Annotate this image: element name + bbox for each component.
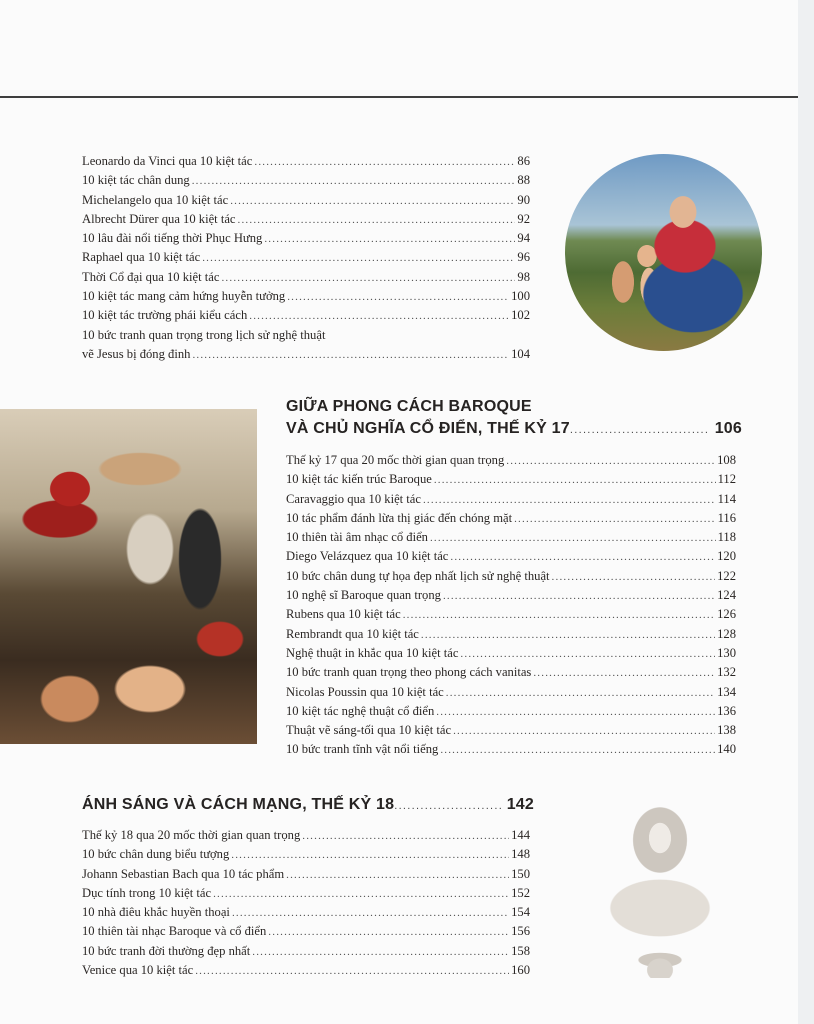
heading-page: 142 xyxy=(506,796,534,813)
toc-entry[interactable]: Dục tính trong 10 kiệt tác ..... 152 xyxy=(82,884,530,903)
section-heading-18th-century[interactable] xyxy=(82,794,534,816)
toc-entry[interactable]: 10 bức tranh tĩnh vật nổi tiếng ..... 140 xyxy=(286,740,736,759)
toc-entry[interactable]: Rembrandt qua 10 kiệt tác ..... 128 xyxy=(286,625,736,644)
toc-entry[interactable]: Rubens qua 10 kiệt tác ..... 126 xyxy=(286,605,736,624)
toc-entry[interactable]: Albrecht Dürer qua 10 kiệt tác ..... 92 xyxy=(82,210,530,229)
toc-entry[interactable]: Nicolas Poussin qua 10 kiệt tác ..... 134 xyxy=(286,683,736,702)
toc-entry[interactable]: 10 bức tranh đời thường đẹp nhất ..... 158 xyxy=(82,942,530,961)
toc-entry-line1[interactable]: 10 bức tranh quan trọng trong lịch sử nghệ thuật xyxy=(82,327,326,342)
baroque-painting-icon xyxy=(0,409,257,744)
toc-entry[interactable]: Caravaggio qua 10 kiệt tác ..... 114 xyxy=(286,490,736,509)
toc-list-renaissance xyxy=(82,152,530,364)
heading-title: ÁNH SÁNG VÀ CÁCH MẠNG, THẾ KỶ 18 xyxy=(82,796,395,813)
toc-entry[interactable]: Leonardo da Vinci qua 10 kiệt tác ..... 86 xyxy=(82,152,530,171)
toc-entry[interactable]: 10 kiệt tác nghệ thuật cổ điển ..... 136 xyxy=(286,702,736,721)
toc-entry[interactable]: 10 kiệt tác kiến trúc Baroque ..... 112 xyxy=(286,470,736,489)
toc-entry[interactable]: Johann Sebastian Bach qua 10 tác phẩm ..... 150 xyxy=(82,865,530,884)
heading-line1: GIỮA PHONG CÁCH BAROQUE xyxy=(286,398,532,415)
toc-entry[interactable]: 10 bức chân dung biểu tượng ..... 148 xyxy=(82,845,530,864)
page-edge xyxy=(798,0,814,1024)
toc-entry[interactable]: 10 kiệt tác trường phái kiểu cách ..... 102 xyxy=(82,306,530,325)
toc-entry[interactable]: 10 thiên tài nhạc Baroque và cổ điển ..... 156 xyxy=(82,922,530,941)
toc-entry[interactable]: 10 tác phẩm đánh lừa thị giác đến chóng mặt ..... 116 xyxy=(286,509,736,528)
madonna-painting-icon xyxy=(565,154,762,351)
toc-entry[interactable]: Thế kỷ 18 qua 20 mốc thời gian quan trọng ..... 144 xyxy=(82,826,530,845)
toc-entry[interactable]: Nghệ thuật in khắc qua 10 kiệt tác ..... 130 xyxy=(286,644,736,663)
toc-entry[interactable]: Michelangelo qua 10 kiệt tác ..... 90 xyxy=(82,191,530,210)
toc-entry[interactable]: Venice qua 10 kiệt tác ..... 160 xyxy=(82,961,530,980)
toc-entry[interactable]: 10 nghệ sĩ Baroque quan trọng ..... 124 xyxy=(286,586,736,605)
top-rule xyxy=(0,96,798,98)
toc-entry[interactable]: Thuật vẽ sáng-tối qua 10 kiệt tác ..... 138 xyxy=(286,721,736,740)
toc-entry[interactable]: 10 thiên tài âm nhạc cổ điển ..... 118 xyxy=(286,528,736,547)
marble-bust-icon xyxy=(588,790,732,978)
toc-entry[interactable]: 10 lâu đài nổi tiếng thời Phục Hưng ..... 94 xyxy=(82,229,530,248)
toc-entry[interactable]: 10 bức tranh quan trọng theo phong cách vanitas ..... 132 xyxy=(286,663,736,682)
toc-entry-line2[interactable]: vẽ Jesus bị đóng đinh ..... 104 xyxy=(82,345,530,364)
toc-entry[interactable]: 10 bức chân dung tự họa đẹp nhất lịch sử nghệ thuật ..... 122 xyxy=(286,567,736,586)
section-heading-baroque[interactable] xyxy=(286,396,742,440)
toc-entry[interactable]: Thời Cổ đại qua 10 kiệt tác ..... 98 xyxy=(82,268,530,287)
toc-entry[interactable]: Thế kỷ 17 qua 20 mốc thời gian quan trọng ..... 108 xyxy=(286,451,736,470)
heading-line2: VÀ CHỦ NGHĨA CỔ ĐIỂN, THẾ KỶ 17 xyxy=(286,420,570,437)
toc-entry[interactable]: Raphael qua 10 kiệt tác ..... 96 xyxy=(82,248,530,267)
toc-list-18th-century xyxy=(82,826,530,980)
toc-entry[interactable]: 10 nhà điêu khắc huyền thoại ..... 154 xyxy=(82,903,530,922)
toc-entry[interactable]: Diego Velázquez qua 10 kiệt tác ..... 120 xyxy=(286,547,736,566)
toc-entry[interactable]: 10 kiệt tác mang cảm hứng huyễn tưởng ..... 100 xyxy=(82,287,530,306)
heading-page: 106 xyxy=(714,420,742,437)
toc-list-baroque xyxy=(286,451,736,760)
toc-entry[interactable]: 10 kiệt tác chân dung ..... 88 xyxy=(82,171,530,190)
